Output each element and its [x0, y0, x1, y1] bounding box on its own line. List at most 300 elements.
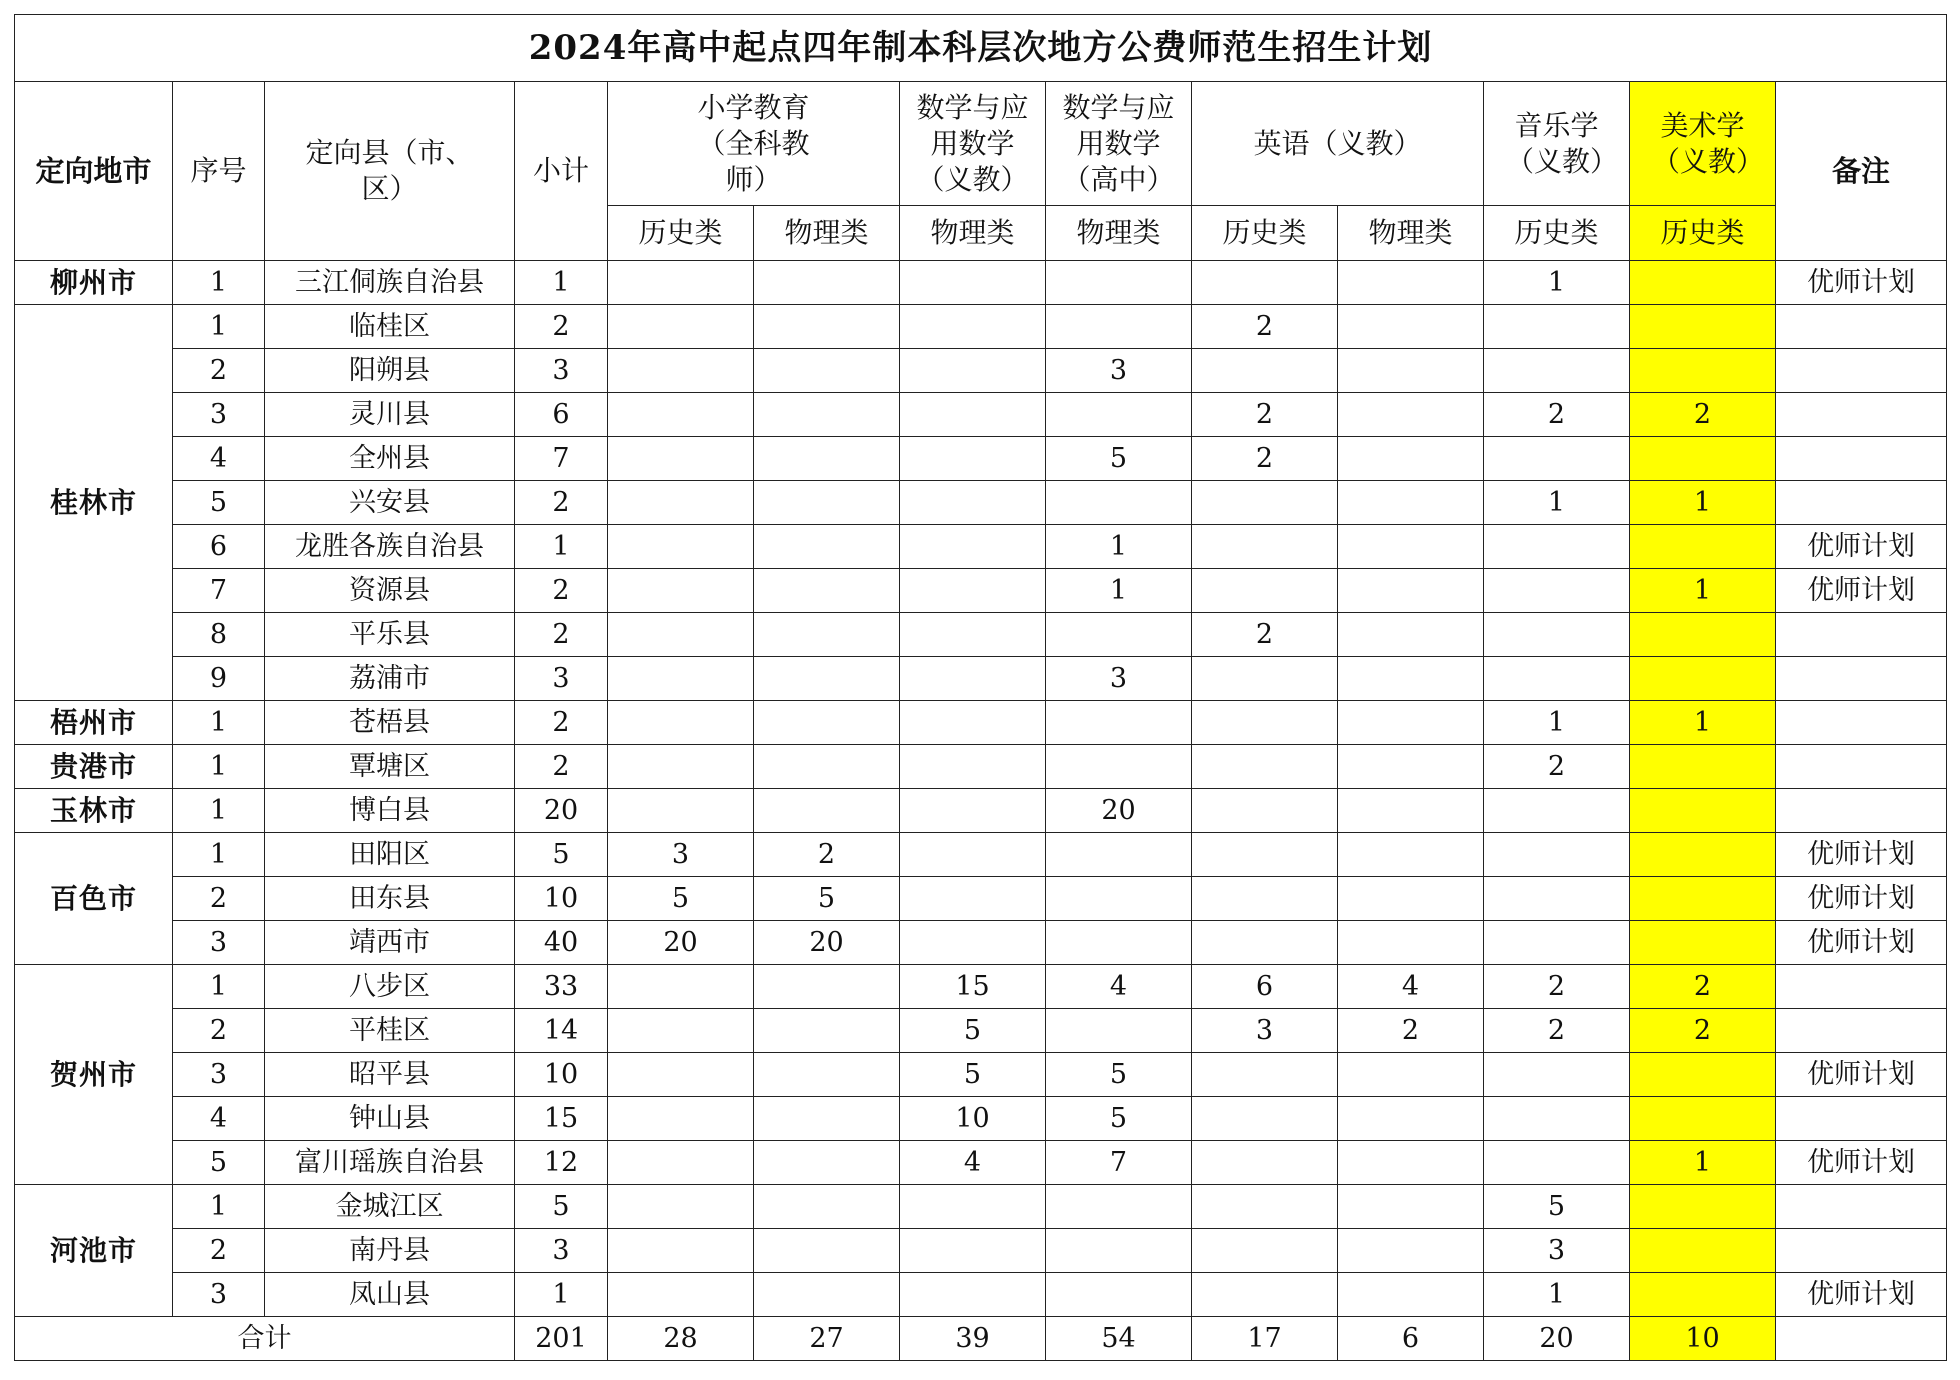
county-cell: 凤山县	[265, 1273, 515, 1317]
quota-cell	[608, 789, 754, 833]
table-row	[15, 833, 1947, 877]
seq-cell: 1	[173, 745, 265, 789]
quota-cell	[900, 393, 1046, 437]
subtotal-cell: 2	[515, 745, 608, 789]
note-cell	[1776, 1097, 1947, 1141]
quota-cell	[1192, 349, 1338, 393]
subtotal-cell: 33	[515, 965, 608, 1009]
county-cell: 临桂区	[265, 305, 515, 349]
quota-cell	[754, 437, 900, 481]
subtotal-cell: 15	[515, 1097, 608, 1141]
quota-cell: 2	[1192, 613, 1338, 657]
quota-cell	[1630, 877, 1776, 921]
seq-cell: 7	[173, 569, 265, 613]
quota-cell	[608, 613, 754, 657]
quota-cell	[1338, 745, 1484, 789]
note-cell: 优师计划	[1776, 1141, 1947, 1185]
quota-cell	[1192, 1273, 1338, 1317]
quota-cell	[1338, 261, 1484, 305]
seq-cell: 6	[173, 525, 265, 569]
seq-cell: 4	[173, 437, 265, 481]
quota-cell	[1338, 569, 1484, 613]
table-row	[15, 921, 1947, 965]
quota-cell	[900, 261, 1046, 305]
quota-cell	[1046, 833, 1192, 877]
quota-cell	[608, 1009, 754, 1053]
quota-cell: 7	[1046, 1141, 1192, 1185]
county-cell: 钟山县	[265, 1097, 515, 1141]
county-cell: 平乐县	[265, 613, 515, 657]
county-cell: 昭平县	[265, 1053, 515, 1097]
quota-cell: 4	[1338, 965, 1484, 1009]
seq-cell: 2	[173, 877, 265, 921]
quota-cell: 1	[1630, 569, 1776, 613]
note-cell: 优师计划	[1776, 525, 1947, 569]
quota-cell	[1630, 525, 1776, 569]
subheader-3: 物理类	[1046, 206, 1192, 261]
table-row	[15, 1053, 1947, 1097]
header-math-high: 数学与应用数学（高中）	[1046, 82, 1192, 206]
quota-cell	[1046, 1229, 1192, 1273]
quota-cell: 2	[1192, 437, 1338, 481]
note-cell	[1776, 1185, 1947, 1229]
quota-cell	[1192, 481, 1338, 525]
total-quota-cell: 39	[900, 1317, 1046, 1361]
quota-cell	[754, 745, 900, 789]
quota-cell: 2	[1484, 965, 1630, 1009]
note-cell: 优师计划	[1776, 833, 1947, 877]
subtotal-cell: 5	[515, 1185, 608, 1229]
table-row	[15, 745, 1947, 789]
quota-cell	[608, 261, 754, 305]
quota-cell: 3	[1192, 1009, 1338, 1053]
quota-cell	[1484, 349, 1630, 393]
note-cell	[1776, 745, 1947, 789]
county-cell: 平桂区	[265, 1009, 515, 1053]
quota-cell	[1192, 1185, 1338, 1229]
total-quota-cell: 10	[1630, 1317, 1776, 1361]
total-quota-cell: 27	[754, 1317, 900, 1361]
quota-cell	[1338, 349, 1484, 393]
subtotal-cell: 1	[515, 525, 608, 569]
quota-cell	[754, 1273, 900, 1317]
quota-cell	[1484, 305, 1630, 349]
quota-cell	[1630, 1185, 1776, 1229]
city-cell: 贵港市	[15, 745, 173, 789]
table-row	[15, 877, 1947, 921]
note-cell	[1776, 657, 1947, 701]
quota-cell	[900, 745, 1046, 789]
quota-cell	[1484, 833, 1630, 877]
seq-cell: 1	[173, 789, 265, 833]
quota-cell: 2	[1338, 1009, 1484, 1053]
note-cell: 优师计划	[1776, 1053, 1947, 1097]
quota-cell	[608, 349, 754, 393]
subheader-1: 物理类	[754, 206, 900, 261]
quota-cell	[900, 525, 1046, 569]
county-cell: 灵川县	[265, 393, 515, 437]
quota-cell	[1630, 1273, 1776, 1317]
spreadsheet	[14, 14, 1946, 1361]
quota-cell: 10	[900, 1097, 1046, 1141]
subtotal-cell: 3	[515, 1229, 608, 1273]
seq-cell: 3	[173, 1053, 265, 1097]
quota-cell: 1	[1630, 481, 1776, 525]
quota-cell	[1630, 921, 1776, 965]
quota-cell	[1046, 745, 1192, 789]
note-cell	[1776, 701, 1947, 745]
quota-cell	[1338, 613, 1484, 657]
seq-cell: 5	[173, 1141, 265, 1185]
quota-cell: 2	[1192, 393, 1338, 437]
header-math-applied: 数学与应用数学（义教）	[900, 82, 1046, 206]
subheader-0: 历史类	[608, 206, 754, 261]
quota-cell	[1338, 481, 1484, 525]
quota-cell	[608, 1141, 754, 1185]
quota-cell: 3	[608, 833, 754, 877]
city-cell: 百色市	[15, 833, 173, 965]
seq-cell: 1	[173, 305, 265, 349]
quota-cell	[608, 1229, 754, 1273]
quota-cell	[608, 1097, 754, 1141]
quota-cell	[754, 789, 900, 833]
quota-cell	[754, 569, 900, 613]
note-cell: 优师计划	[1776, 261, 1947, 305]
quota-cell	[1630, 349, 1776, 393]
table-row	[15, 525, 1947, 569]
quota-cell	[1630, 833, 1776, 877]
subtotal-cell: 14	[515, 1009, 608, 1053]
county-cell: 阳朔县	[265, 349, 515, 393]
county-cell: 田阳区	[265, 833, 515, 877]
quota-cell	[1338, 1097, 1484, 1141]
quota-cell: 1	[1484, 261, 1630, 305]
subheader-7: 历史类	[1630, 206, 1776, 261]
quota-cell	[1046, 1185, 1192, 1229]
quota-cell	[1484, 1053, 1630, 1097]
quota-cell	[900, 613, 1046, 657]
quota-cell	[1630, 789, 1776, 833]
total-quota-cell: 54	[1046, 1317, 1192, 1361]
total-quota-cell: 20	[1484, 1317, 1630, 1361]
quota-cell: 15	[900, 965, 1046, 1009]
quota-cell	[1484, 525, 1630, 569]
quota-cell	[754, 613, 900, 657]
subtotal-cell: 7	[515, 437, 608, 481]
seq-cell: 2	[173, 349, 265, 393]
quota-cell: 1	[1630, 701, 1776, 745]
quota-cell	[1630, 657, 1776, 701]
quota-cell: 4	[1046, 965, 1192, 1009]
quota-cell	[754, 1141, 900, 1185]
table-row	[15, 965, 1947, 1009]
quota-cell	[1338, 833, 1484, 877]
subtotal-cell: 3	[515, 657, 608, 701]
seq-cell: 8	[173, 613, 265, 657]
quota-cell	[1338, 701, 1484, 745]
quota-cell	[900, 657, 1046, 701]
table-row	[15, 1273, 1947, 1317]
subtotal-cell: 10	[515, 1053, 608, 1097]
total-quota-cell: 28	[608, 1317, 754, 1361]
quota-cell	[1046, 261, 1192, 305]
county-cell: 博白县	[265, 789, 515, 833]
quota-cell: 20	[754, 921, 900, 965]
quota-cell	[1484, 1141, 1630, 1185]
quota-cell: 1	[1484, 1273, 1630, 1317]
quota-cell	[754, 965, 900, 1009]
quota-cell: 2	[1630, 393, 1776, 437]
quota-cell	[1338, 877, 1484, 921]
seq-cell: 3	[173, 1273, 265, 1317]
county-cell: 八步区	[265, 965, 515, 1009]
quota-cell	[900, 569, 1046, 613]
quota-cell	[1046, 1273, 1192, 1317]
quota-cell	[1630, 613, 1776, 657]
quota-cell	[900, 921, 1046, 965]
quota-cell	[754, 1185, 900, 1229]
header-subtotal: 小计	[515, 82, 608, 261]
subheader-4: 历史类	[1192, 206, 1338, 261]
subtotal-cell: 40	[515, 921, 608, 965]
note-cell	[1776, 789, 1947, 833]
quota-cell	[1338, 1185, 1484, 1229]
quota-cell: 5	[900, 1009, 1046, 1053]
subtotal-cell: 2	[515, 305, 608, 349]
quota-cell	[900, 833, 1046, 877]
city-cell: 河池市	[15, 1185, 173, 1317]
header-english: 英语（义教）	[1192, 82, 1484, 206]
total-row	[15, 1317, 1947, 1361]
note-cell	[1776, 305, 1947, 349]
quota-cell	[1484, 877, 1630, 921]
header-music: 音乐学（义教）	[1484, 82, 1630, 206]
quota-cell	[1192, 921, 1338, 965]
table-row	[15, 393, 1947, 437]
quota-cell	[608, 657, 754, 701]
quota-cell	[608, 1185, 754, 1229]
quota-cell: 2	[754, 833, 900, 877]
quota-cell	[1630, 437, 1776, 481]
quota-cell	[1338, 921, 1484, 965]
quota-cell	[1630, 305, 1776, 349]
table-row	[15, 349, 1947, 393]
quota-cell	[1192, 789, 1338, 833]
quota-cell: 3	[1046, 657, 1192, 701]
quota-cell	[1338, 1273, 1484, 1317]
quota-cell: 5	[1484, 1185, 1630, 1229]
county-cell: 金城江区	[265, 1185, 515, 1229]
subtotal-cell: 12	[515, 1141, 608, 1185]
quota-cell	[1192, 1097, 1338, 1141]
subtotal-cell: 2	[515, 569, 608, 613]
quota-cell	[1192, 657, 1338, 701]
subheader-2: 物理类	[900, 206, 1046, 261]
subtotal-cell: 5	[515, 833, 608, 877]
quota-cell	[754, 525, 900, 569]
note-cell: 优师计划	[1776, 921, 1947, 965]
table-row	[15, 1097, 1947, 1141]
quota-cell	[1338, 437, 1484, 481]
table-row	[15, 1009, 1947, 1053]
quota-cell	[1338, 789, 1484, 833]
note-cell	[1776, 437, 1947, 481]
quota-cell	[1484, 789, 1630, 833]
quota-cell	[1484, 1097, 1630, 1141]
county-cell: 全州县	[265, 437, 515, 481]
table-row	[15, 261, 1947, 305]
quota-cell	[608, 569, 754, 613]
quota-cell	[608, 1273, 754, 1317]
quota-cell	[608, 305, 754, 349]
seq-cell: 2	[173, 1229, 265, 1273]
quota-cell	[1630, 1229, 1776, 1273]
quota-cell	[754, 349, 900, 393]
note-cell	[1776, 1009, 1947, 1053]
table-row	[15, 701, 1947, 745]
subheader-6: 历史类	[1484, 206, 1630, 261]
subtotal-cell: 20	[515, 789, 608, 833]
quota-cell	[608, 393, 754, 437]
seq-cell: 3	[173, 921, 265, 965]
quota-cell	[1192, 1229, 1338, 1273]
quota-cell: 5	[1046, 1097, 1192, 1141]
quota-cell	[608, 701, 754, 745]
quota-cell	[754, 305, 900, 349]
quota-cell	[1046, 305, 1192, 349]
note-cell	[1776, 613, 1947, 657]
county-cell: 三江侗族自治县	[265, 261, 515, 305]
seq-cell: 4	[173, 1097, 265, 1141]
note-cell	[1776, 349, 1947, 393]
quota-cell	[608, 525, 754, 569]
quota-cell	[1484, 613, 1630, 657]
quota-cell	[1192, 877, 1338, 921]
quota-cell	[900, 1273, 1046, 1317]
subtotal-cell: 10	[515, 877, 608, 921]
quota-cell	[900, 437, 1046, 481]
quota-cell	[608, 745, 754, 789]
city-cell: 贺州市	[15, 965, 173, 1185]
quota-cell	[1630, 745, 1776, 789]
quota-cell	[608, 437, 754, 481]
seq-cell: 3	[173, 393, 265, 437]
quota-cell	[754, 701, 900, 745]
total-quota-cell: 17	[1192, 1317, 1338, 1361]
quota-cell	[1338, 1229, 1484, 1273]
quota-cell	[1338, 525, 1484, 569]
quota-cell	[1046, 1009, 1192, 1053]
quota-cell	[608, 1053, 754, 1097]
subtotal-cell: 1	[515, 1273, 608, 1317]
county-cell: 荔浦市	[265, 657, 515, 701]
table-row	[15, 657, 1947, 701]
seq-cell: 5	[173, 481, 265, 525]
table-title: 2024年高中起点四年制本科层次地方公费师范生招生计划	[15, 15, 1947, 82]
note-cell: 优师计划	[1776, 569, 1947, 613]
city-cell: 柳州市	[15, 261, 173, 305]
county-cell: 龙胜各族自治县	[265, 525, 515, 569]
quota-cell	[900, 877, 1046, 921]
quota-cell	[608, 481, 754, 525]
seq-cell: 2	[173, 1009, 265, 1053]
quota-cell	[900, 481, 1046, 525]
quota-cell: 1	[1630, 1141, 1776, 1185]
quota-cell	[1192, 833, 1338, 877]
quota-cell	[1338, 657, 1484, 701]
quota-cell: 3	[1046, 349, 1192, 393]
quota-cell	[754, 657, 900, 701]
quota-cell	[900, 1229, 1046, 1273]
header-county: 定向县（市、区）	[265, 82, 515, 261]
quota-cell	[1192, 261, 1338, 305]
quota-cell	[1338, 305, 1484, 349]
quota-cell	[1046, 481, 1192, 525]
seq-cell: 9	[173, 657, 265, 701]
note-cell	[1776, 1229, 1947, 1273]
quota-cell	[754, 261, 900, 305]
quota-cell	[1484, 921, 1630, 965]
quota-cell	[1630, 1053, 1776, 1097]
table-row	[15, 1229, 1947, 1273]
quota-cell: 20	[1046, 789, 1192, 833]
quota-cell	[1192, 745, 1338, 789]
header-art: 美术学（义教）	[1630, 82, 1776, 206]
subtotal-cell: 3	[515, 349, 608, 393]
county-cell: 南丹县	[265, 1229, 515, 1273]
total-subtotal: 201	[515, 1317, 608, 1361]
table-row	[15, 481, 1947, 525]
total-note	[1776, 1317, 1947, 1361]
subtotal-cell: 2	[515, 481, 608, 525]
quota-cell	[1192, 569, 1338, 613]
table-row	[15, 1185, 1947, 1229]
quota-cell	[1338, 393, 1484, 437]
total-label: 合计	[15, 1317, 515, 1361]
quota-cell: 20	[608, 921, 754, 965]
city-cell: 桂林市	[15, 305, 173, 701]
quota-cell: 2	[1484, 1009, 1630, 1053]
subtotal-cell: 2	[515, 701, 608, 745]
note-cell	[1776, 481, 1947, 525]
quota-cell: 5	[1046, 437, 1192, 481]
quota-cell	[1192, 701, 1338, 745]
header-city: 定向地市	[15, 82, 173, 261]
quota-cell	[900, 305, 1046, 349]
quota-cell	[1192, 525, 1338, 569]
quota-cell: 4	[900, 1141, 1046, 1185]
table-row	[15, 789, 1947, 833]
quota-cell: 1	[1484, 701, 1630, 745]
county-cell: 田东县	[265, 877, 515, 921]
seq-cell: 1	[173, 261, 265, 305]
quota-cell	[1630, 1097, 1776, 1141]
table-row	[15, 569, 1947, 613]
quota-cell	[900, 701, 1046, 745]
note-cell	[1776, 393, 1947, 437]
quota-cell: 1	[1046, 569, 1192, 613]
county-cell: 靖西市	[265, 921, 515, 965]
quota-cell	[900, 789, 1046, 833]
quota-cell	[1192, 1141, 1338, 1185]
city-cell: 梧州市	[15, 701, 173, 745]
quota-cell	[1484, 657, 1630, 701]
quota-cell	[754, 393, 900, 437]
quota-cell: 2	[1630, 1009, 1776, 1053]
subtotal-cell: 1	[515, 261, 608, 305]
quota-cell: 6	[1192, 965, 1338, 1009]
subheader-5: 物理类	[1338, 206, 1484, 261]
